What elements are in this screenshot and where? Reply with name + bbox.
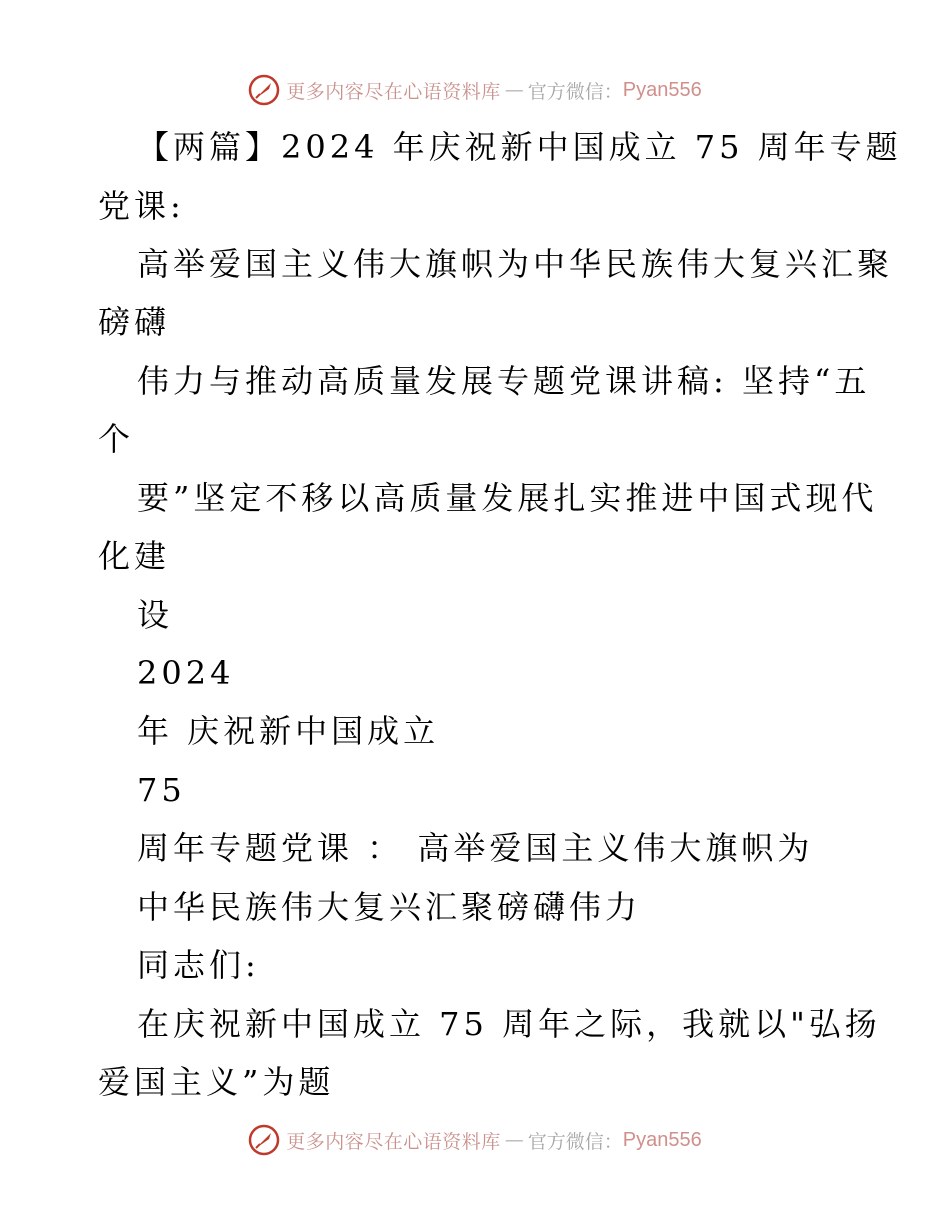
- text-line: 设: [137, 596, 174, 634]
- text-line: 同志们:: [137, 946, 260, 984]
- quill-logo-icon: [248, 74, 280, 106]
- text-line: 【两篇】2024 年庆祝新中国成立 75 周年专题: [137, 128, 902, 166]
- text-line: 75: [137, 771, 186, 809]
- header-watermark: [0, 70, 950, 110]
- text-line: 年 庆祝新中国成立: [137, 712, 440, 750]
- watermark-contact-label: 官方微信：: [527, 1130, 623, 1153]
- watermark-contact-id: Pyan556: [622, 78, 702, 101]
- text-line: 周年专题党课 ： 高举爱国主义伟大旗帜为: [137, 829, 814, 867]
- text-line: 2024: [137, 654, 235, 692]
- text-line: 个: [98, 420, 135, 458]
- text-line: 要”坚定不移以高质量发展扎实推进中国式现代: [137, 479, 878, 517]
- text-line: 在庆祝新中国成立 75 周年之际，我就以"弘扬: [137, 1005, 881, 1043]
- text-line: 化建: [98, 537, 171, 575]
- text-line: 伟力与推动高质量发展专题党课讲稿: 坚持“五: [137, 362, 871, 400]
- text-line: 爱国主义”为题: [98, 1063, 335, 1101]
- watermark-contact-id: Pyan556: [622, 1128, 702, 1151]
- quill-logo-icon: [248, 1124, 280, 1156]
- watermark-contact-label: 官方微信：: [527, 80, 623, 103]
- text-line: 高举爱国主义伟大旗帜为中华民族伟大复兴汇聚: [137, 245, 894, 283]
- text-line: 磅礴: [98, 303, 171, 341]
- watermark-separator: —: [504, 1129, 524, 1151]
- watermark-text: 更多内容尽在心语资料库: [286, 80, 501, 103]
- footer-watermark: [0, 1120, 950, 1160]
- text-line: 中华民族伟大复兴汇聚磅礴伟力: [137, 888, 642, 926]
- watermark-separator: —: [504, 79, 524, 101]
- text-line: 党课:: [98, 187, 185, 225]
- watermark-text: 更多内容尽在心语资料库: [286, 1130, 501, 1153]
